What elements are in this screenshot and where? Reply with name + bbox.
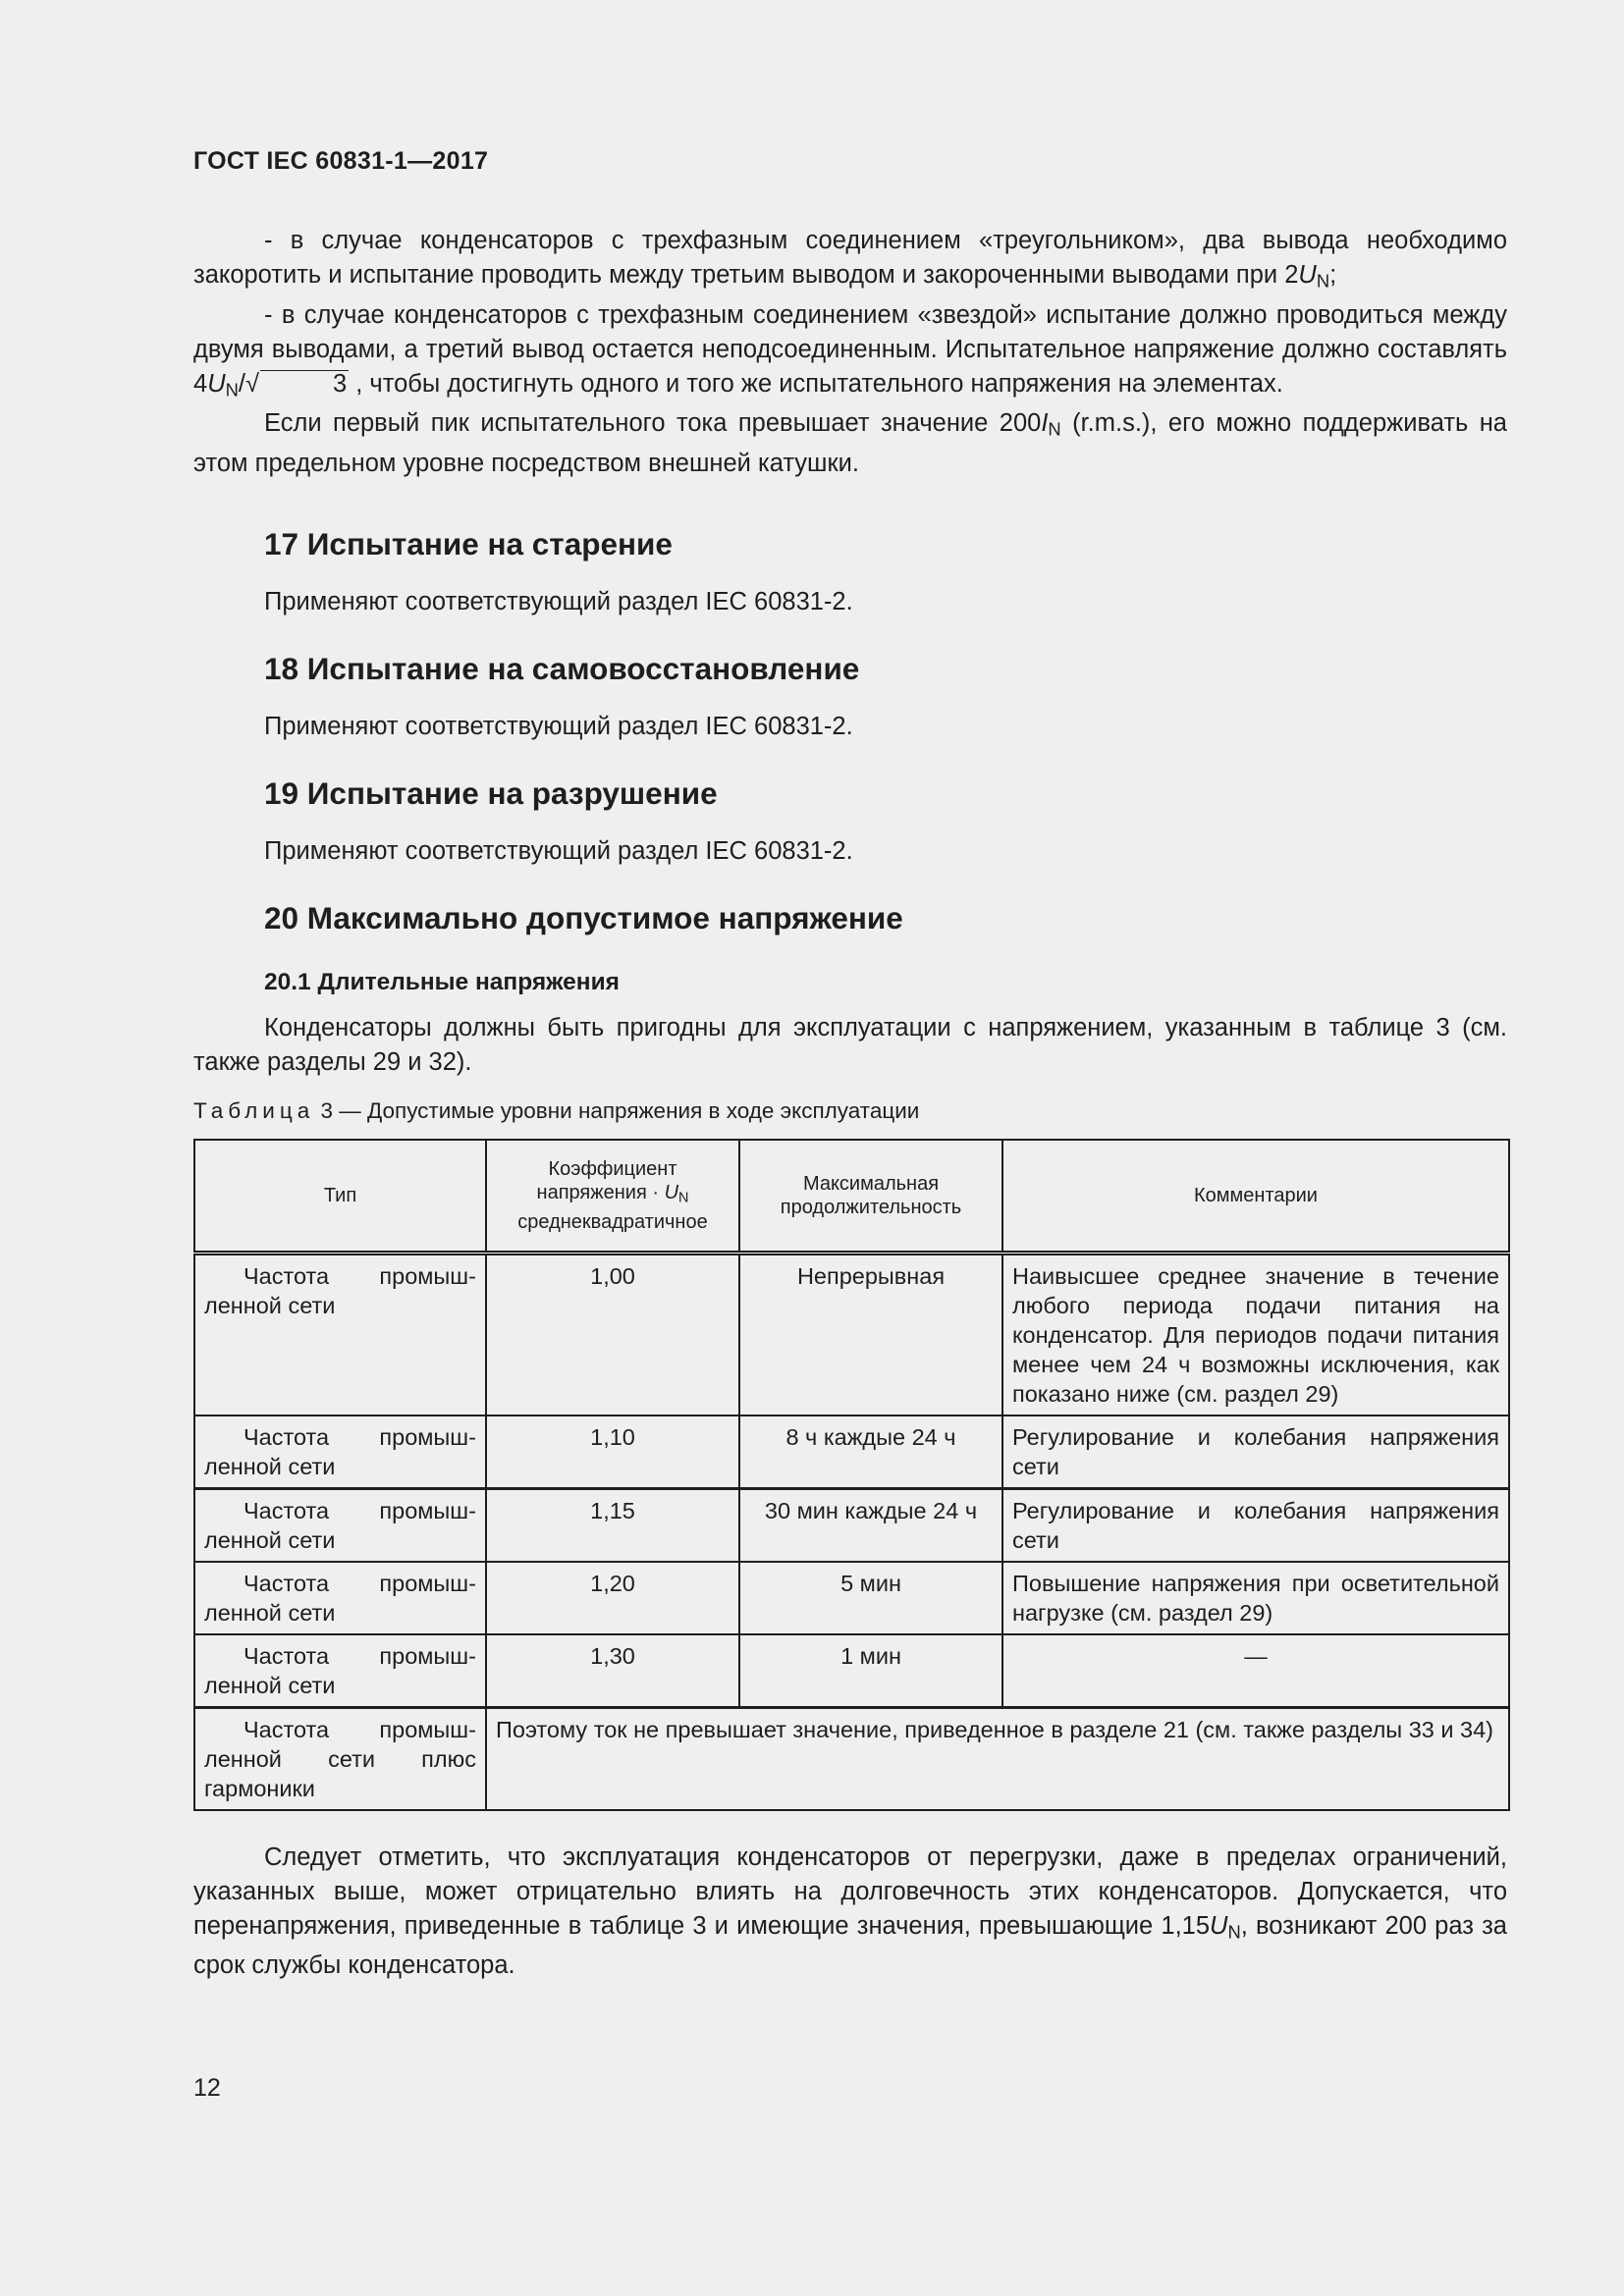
table-row [194, 1415, 1509, 1489]
cell-type-line: Частота промыш- [244, 1570, 476, 1596]
cell-merged-comment: Поэтому ток не превышает значение, приведенное в разделе 21 (см. также разделы 33 и 34) [486, 1707, 1509, 1810]
table-header-row [194, 1140, 1509, 1254]
cell-type [194, 1253, 486, 1415]
cell-type-line: Частота промыш- [244, 1497, 476, 1523]
subsection-heading: 20.1 Длительные напряжения [264, 968, 620, 995]
section-heading: 17 Испытание на старение [264, 525, 673, 561]
paragraph: - в случае конденсаторов с трехфазным соединением «звездой» испытание должно проводиться между двумя выводами, а третий вывод остается неподсоединенным. Испытательное напряжение должно составлять $4U_N/√$ 3 , чтобы достигнуть одного и того же испытательного напряжения на элементах. [193, 300, 1507, 400]
cell-duration: 8 ч каждые 24 ч [739, 1415, 1002, 1489]
cell-type [194, 1562, 486, 1634]
cell-duration: 30 мин каждые 24 ч [739, 1488, 1002, 1562]
cell-type-line: Частота промыш- [244, 1423, 476, 1450]
table-row [194, 1707, 1509, 1810]
paragraph: Если первый пик испытательного тока превышает значение $200I_N$ (r.m.s.), его можно поддерживать на этом предельном уровне посредством внешней катушки. [193, 409, 1507, 477]
paragraph: Применяют соответствующий раздел IEC 60831-2. [264, 836, 853, 865]
cell-type [194, 1488, 486, 1562]
cell-type-line: ленной сети [204, 1672, 336, 1698]
cell-type-line: ленной сети [204, 1526, 336, 1553]
cell-comment: Регулирование и колебания напряжения сети [1002, 1488, 1509, 1562]
document-content [193, 224, 1507, 1983]
paragraph: Применяют соответствующий раздел IEC 60831-2. [264, 712, 853, 740]
paragraph: - в случае конденсаторов с трехфазным соединением «треугольником», два вывода необходимо закоротить и испытание проводить между третьим выводом и закороченными выводами при $2U_N$; [193, 227, 1507, 292]
header-duration: Максимальная продолжительность [739, 1140, 1002, 1254]
table-row [194, 1562, 1509, 1634]
cell-coefficient: 1,00 [486, 1253, 739, 1415]
table-row [194, 1488, 1509, 1562]
cell-duration: 5 мин [739, 1562, 1002, 1634]
paragraph: Конденсаторы должны быть пригодны для эксплуатации с напряжением, указанным в таблице 3 (см. также разделы 29 и 32). [193, 1013, 1507, 1076]
cell-coefficient: 1,15 [486, 1488, 739, 1562]
cell-type-line: ленной сети [204, 1453, 336, 1479]
cell-type [194, 1415, 486, 1489]
table-row [194, 1253, 1509, 1415]
cell-type-line: ленной сети [204, 1292, 336, 1318]
cell-type [194, 1634, 486, 1708]
cell-duration: 1 мин [739, 1634, 1002, 1708]
cell-comment: Регулирование и колебания напряжения сети [1002, 1415, 1509, 1489]
voltage-levels-table [193, 1139, 1510, 1811]
table-caption-label: Таблица [193, 1097, 315, 1123]
paragraph: Применяют соответствующий раздел IEC 60831-2. [264, 587, 853, 615]
cell-duration: Непрерывная [739, 1253, 1002, 1415]
section-heading: 18 Испытание на самовосстановление [264, 650, 860, 686]
page-number: 12 [193, 2074, 221, 2102]
cell-type [194, 1707, 486, 1810]
table-row [194, 1634, 1509, 1708]
cell-type-line: Частота промыш- [244, 1716, 476, 1742]
table-caption-text: 3 — Допустимые уровни напряжения в ходе эксплуатации [314, 1097, 920, 1123]
cell-coefficient: 1,30 [486, 1634, 739, 1708]
cell-coefficient: 1,20 [486, 1562, 739, 1634]
cell-comment: Повышение напряжения при осветительной нагрузке (см. раздел 29) [1002, 1562, 1509, 1634]
paragraph: Следует отметить, что эксплуатация конденсаторов от перегрузки, даже в пределах ограничений, указанных выше, может отрицательно влиять на долговечность этих конденсаторов. Допускается, что перенапряжения, приведенные в таблице 3 и имеющие значения, превышающие $1,15U_N$, возникают 200 раз за срок службы конденсатора. [193, 1842, 1507, 1980]
section-heading: 19 Испытание на разрушение [264, 774, 718, 811]
cell-type-line: Частота промыш- [244, 1642, 476, 1669]
cell-comment: Наивысшее среднее значение в течение любого периода подачи питания на конденсатор. Для периодов подачи питания менее чем 24 ч возможны исключения, как показано ниже (см. раздел 29) [1002, 1253, 1509, 1415]
header-type: Тип [194, 1140, 486, 1254]
header-comments: Комментарии [1002, 1140, 1509, 1254]
section-heading: 20 Максимально допустимое напряжение [264, 899, 903, 935]
cell-type-line: Частота промыш- [244, 1262, 476, 1289]
cell-type-line: ленной сети плюс гармоники [204, 1745, 476, 1801]
cell-type-line: ленной сети [204, 1599, 336, 1626]
table-caption [193, 1094, 1507, 1128]
header-coefficient: Коэффициент напряжения · $U_N$ среднеквадратичное [486, 1140, 739, 1254]
document-header-title: ГОСТ IEC 60831-1—2017 [193, 147, 489, 175]
cell-comment: — [1002, 1634, 1509, 1708]
cell-coefficient: 1,10 [486, 1415, 739, 1489]
